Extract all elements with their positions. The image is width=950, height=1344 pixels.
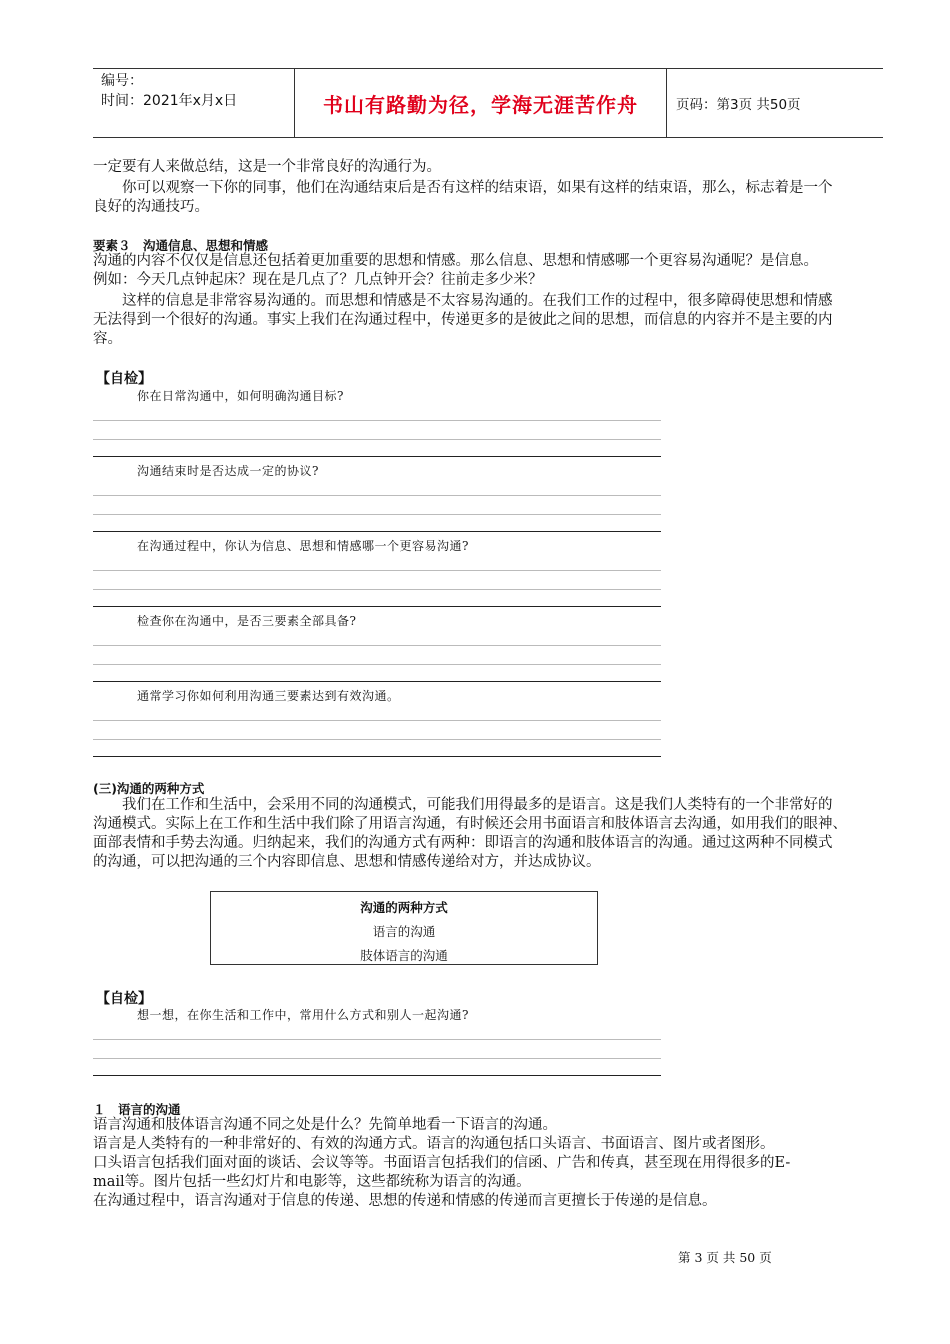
answer-line[interactable]	[93, 570, 661, 571]
answer-line[interactable]	[93, 439, 661, 440]
answer-line[interactable]	[93, 664, 661, 665]
answer-line[interactable]	[93, 756, 661, 757]
paragraph-line: 语言是人类特有的一种非常好的、有效的沟通方式。语言的沟通包括口头语言、书面语言、图片或者图形。	[93, 1136, 775, 1152]
paragraph-line: 面部表情和手势去沟通。归纳起来，我们的沟通方式有两种：即语言的沟通和肢体语言的沟通。通过这两种不同模式	[93, 835, 833, 851]
selfcheck-question: 检查你在沟通中，是否三要素全部具备?	[137, 614, 357, 628]
section-heading: １ 语言的沟通	[93, 1102, 181, 1117]
paragraph-line: 我们在工作和生活中，会采用不同的沟通模式，可能我们用得最多的是语言。这是我们人类特有的一个非常好的	[122, 797, 833, 813]
section-heading: (三)沟通的两种方式	[93, 781, 205, 796]
answer-line[interactable]	[93, 1058, 661, 1059]
section-heading: 要素３ 沟通信息、思想和情感	[93, 238, 269, 253]
selfcheck-label: 【自检】	[96, 371, 152, 387]
header-meta	[93, 69, 294, 137]
box-item: 肢体语言的沟通	[360, 948, 448, 963]
paragraph-line: 沟通的内容不仅仅是信息还包括着更加重要的思想和情感。那么信息、思想和情感哪一个更容易沟通呢？是信息。	[93, 253, 818, 269]
answer-line[interactable]	[93, 1039, 661, 1040]
answer-line[interactable]	[93, 495, 661, 496]
selfcheck-label: 【自检】	[96, 991, 152, 1007]
paragraph-line: 例如：今天几点钟起床？现在是几点了？几点钟开会？往前走多少米？	[93, 272, 543, 288]
answer-line[interactable]	[93, 681, 661, 682]
page-footer: 第 3 页 共 50 页	[678, 1250, 772, 1265]
header-page-number: 页码：第3页 共50页	[676, 97, 801, 113]
paragraph-line: 这样的信息是非常容易沟通的。而思想和情感是不太容易沟通的。在我们工作的过程中，很多障碍使思想和情感	[122, 293, 833, 309]
answer-line[interactable]	[93, 589, 661, 590]
answer-line[interactable]	[93, 1075, 661, 1076]
paragraph-line: 在沟通过程中，语言沟通对于信息的传递、思想的传递和情感的传递而言更擅长于传递的是信息。	[93, 1193, 717, 1209]
selfcheck-question: 通常学习你如何利用沟通三要素达到有效沟通。	[137, 689, 400, 703]
paragraph-line: 语言沟通和肢体语言沟通不同之处是什么？先简单地看一下语言的沟通。	[93, 1117, 557, 1133]
paragraph-line: 无法得到一个很好的沟通。事实上我们在沟通过程中，传递更多的是彼此之间的思想，而信息的内容并不是主要的内	[93, 312, 833, 328]
paragraph-line: 口头语言包括我们面对面的谈话、会议等等。书面语言包括我们的信函、广告和传真，甚至现在用得很多的E-	[93, 1155, 791, 1171]
answer-line[interactable]	[93, 720, 661, 721]
paragraph-line: 的沟通，可以把沟通的三个内容即信息、思想和情感传递给对方，并达成协议。	[93, 854, 601, 870]
paragraph-line: mail等。图片包括一些幻灯片和电影等，这些都统称为语言的沟通。	[93, 1174, 531, 1190]
document-time-label: 时间：2021年x月x日	[101, 93, 238, 109]
selfcheck-question: 沟通结束时是否达成一定的协议?	[137, 464, 319, 478]
answer-line[interactable]	[93, 531, 661, 532]
selfcheck-question: 想一想，在你生活和工作中，常用什么方式和别人一起沟通?	[137, 1008, 469, 1022]
paragraph-line: 良好的沟通技巧。	[93, 199, 209, 215]
answer-line[interactable]	[93, 456, 661, 457]
box-title: 沟通的两种方式	[360, 900, 448, 915]
answer-line[interactable]	[93, 645, 661, 646]
page-header	[93, 68, 883, 138]
answer-line[interactable]	[93, 606, 661, 607]
header-motto: 书山有路勤为径，学海无涯苦作舟	[294, 69, 667, 137]
paragraph-line: 容。	[93, 331, 122, 347]
answer-line[interactable]	[93, 420, 661, 421]
two-methods-box	[210, 891, 598, 965]
selfcheck-question: 在沟通过程中，你认为信息、思想和情感哪一个更容易沟通?	[137, 539, 469, 553]
answer-line[interactable]	[93, 739, 661, 740]
answer-line[interactable]	[93, 514, 661, 515]
document-number-label: 编号：	[101, 73, 143, 89]
paragraph-line: 一定要有人来做总结，这是一个非常良好的沟通行为。	[93, 159, 441, 175]
paragraph-line: 你可以观察一下你的同事，他们在沟通结束后是否有这样的结束语，如果有这样的结束语，那么，标志着是一个	[122, 180, 833, 196]
paragraph-line: 沟通模式。实际上在工作和生活中我们除了用语言沟通，有时候还会用书面语言和肢体语言去沟通，如用我们的眼神、	[93, 816, 847, 832]
selfcheck-question: 你在日常沟通中，如何明确沟通目标?	[137, 389, 344, 403]
box-item: 语言的沟通	[372, 924, 436, 939]
